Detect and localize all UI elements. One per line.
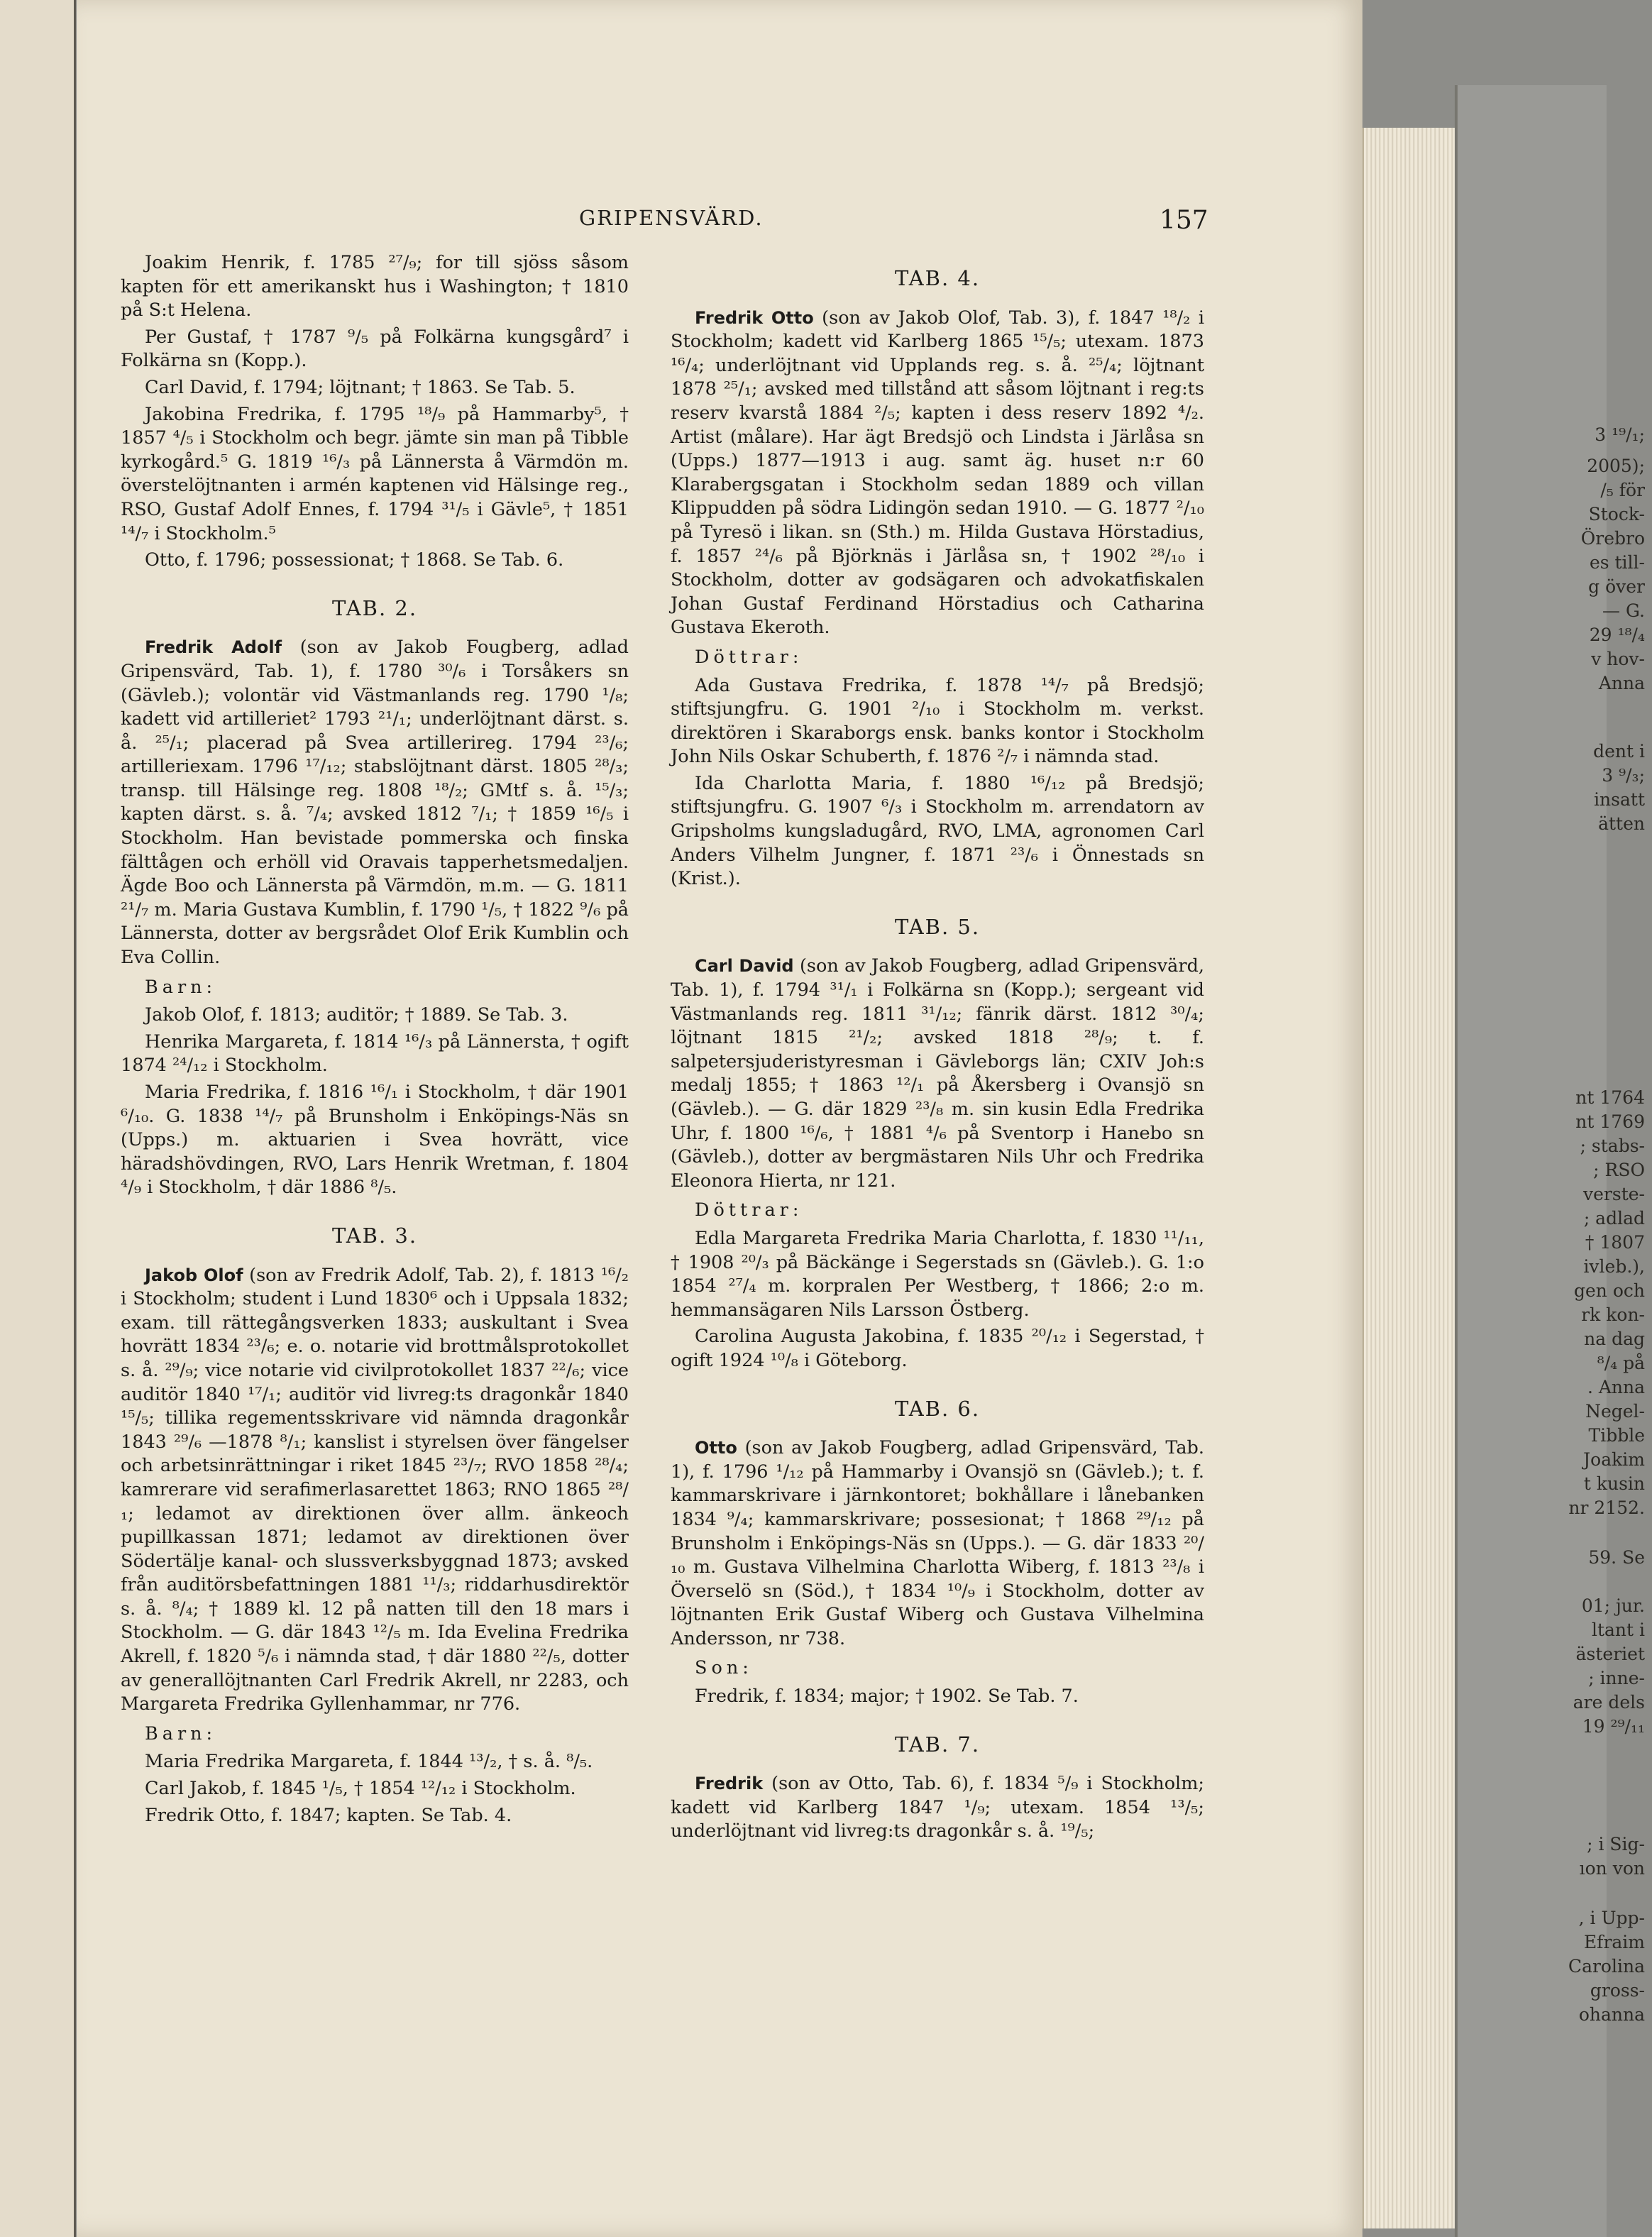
tab-3-name: Jakob Olof <box>145 1265 243 1285</box>
tab-6-body: (son av Jakob Fougberg, adlad Gripensvärd, Tab. 1), f. 1796 ¹/₁₂ på Hammarby i Ovansjö sn (Gävleb.); t. f. kammarskrivare i järnkontoret; bokhållare i lånebanken 1834 ⁹/₄; kammarskrivare; possesionat; † 1868 ²⁹/₁₂ på Brunsholm i Enköpings-Näs sn (Upps.). — G. där 1833 ²⁰/₁₀ m. Gustava Vilhelmina Charlotta Wiberg, f. 1813 ²³/₈ i Överselö sn (Söd.), † 1834 ¹⁰/₉ i Stockholm, dotter av löjtnanten Erik Gustaf Wiberg och Gustava Vilhelmina Andersson, nr 738. <box>671 1437 1204 1649</box>
facing-fragment: 59. Se <box>1588 1547 1645 1568</box>
facing-fragment: v hov- <box>1591 649 1645 669</box>
left-column <box>121 251 629 1830</box>
facing-fragment: /₅ för <box>1600 480 1645 500</box>
tab-7-heading: TAB. 7. <box>894 1732 981 1757</box>
tab-6-children-label: Son: <box>695 1657 753 1679</box>
tab-2-name: Fredrik Adolf <box>145 637 282 658</box>
facing-fragment: ltant i <box>1591 1620 1645 1640</box>
tab-3-heading: TAB. 3. <box>331 1223 418 1248</box>
entry-jakobina-fredrika: Jakobina Fredrika, f. 1795 ¹⁸/₉ på Hammarby⁵, † 1857 ⁴/₅ i Stockholm och begr. jämte sin man på Tibble kyrkogård.⁵ G. 1819 ¹⁶/₃ på Lännersta å Värmdön m. överstelöjtnanten i armén kaptenen vid Hälsinge reg., RSO, Gustaf Adolf Ennes, f. 1794 ³¹/₅ i Gävle⁵, † 1851 ¹⁴/₇ i Stockholm.⁵ <box>121 403 629 544</box>
facing-fragment: 01; jur. <box>1581 1595 1645 1616</box>
facing-fragment: ästeriet <box>1575 1644 1645 1664</box>
facing-fragment: ⁸/₄ på <box>1597 1353 1645 1373</box>
tab-7-entry <box>671 1772 1204 1844</box>
tab-4-heading: TAB. 4. <box>894 266 981 290</box>
facing-fragment: Carolina <box>1568 1956 1645 1977</box>
facing-fragment: ; inne- <box>1588 1668 1645 1688</box>
tab-3-body: (son av Fredrik Adolf, Tab. 2), f. 1813 ¹⁶/₂ i Stockholm; student i Lund 1830⁶ och i Uppsala 1832; exam. till rättegångsverken 1833; auskultant i Svea hovrätt 1834 ²³/₆; e. o. notarie vid brottmålsprotokollet s. å. ²⁹/₉; vice notarie vid civilprotokollet 1837 ²²/₆; vice auditör 1840 ¹⁷/₁; auditör vid livreg:ts dragonkår 1840 ¹⁵/₅; tillika regementsskrivare vid nämnda dragonkår 1843 ²⁹/₆ —1878 ⁸/₁; kanslist i styrelsen över fängelser och arbetsinrättningar i riket 1845 ²³/₇; RVO 1858 ²⁸/₄; kamrerare vid serafimerlasarettet 1863; RNO 1865 ²⁸/₁; ledamot av direktionen över allm. änkeoch pupillkassan 1871; ledamot av direktionen över Södertälje kanal- och slussverksbyggnad 1873; avsked från auditörsbefattningen 1881 ¹¹/₃; riddarhusdirektör s. å. ⁸/₄; † 1889 kl. 12 på natten till den 18 mars i Stockholm. — G. där 1843 ¹²/₅ m. Ida Evelina Fredrika Akrell, f. 1820 ⁵/₆ i nämnda stad, † där 1880 ²²/₅, dotter av generallöjtnanten Carl Fredrik Akrell, nr 2283, och Margareta Fredrika Gyllenhammar, nr 776. <box>121 1264 629 1715</box>
facing-fragment: Anna <box>1598 673 1645 693</box>
tab-5-children-label: Döttrar: <box>695 1199 803 1221</box>
tab-2-child: Henrika Margareta, f. 1814 ¹⁶/₃ på Lännersta, † ogift 1874 ²⁴/₁₂ i Stockholm. <box>121 1030 629 1077</box>
tab-5-heading: TAB. 5. <box>894 914 981 939</box>
entry-carl-david: Carl David, f. 1794; löjtnant; † 1863. Se Tab. 5. <box>145 376 576 398</box>
tab-3-child: Maria Fredrika Margareta, f. 1844 ¹³/₂, † s. å. ⁸/₅. <box>145 1751 593 1773</box>
facing-fragment: † 1807 <box>1585 1232 1645 1253</box>
facing-fragment: Tibble <box>1588 1425 1645 1446</box>
facing-fragment: are dels <box>1573 1692 1645 1713</box>
facing-fragment: ıon von <box>1579 1858 1645 1879</box>
tab-4-children-label: Döttrar: <box>695 646 803 668</box>
facing-fragment: ; stabs- <box>1580 1136 1645 1156</box>
tab-6-child: Fredrik, f. 1834; major; † 1902. Se Tab. 7. <box>695 1686 1079 1708</box>
facing-page-edge <box>0 0 76 2237</box>
right-column <box>671 267 1204 1847</box>
tab-2-child: Jakob Olof, f. 1813; auditör; † 1889. Se Tab. 3. <box>145 1004 568 1026</box>
facing-fragment: ; i Sig- <box>1587 1834 1645 1854</box>
facing-fragment: es till- <box>1589 552 1645 573</box>
tab-2-children-label: Barn: <box>145 976 217 998</box>
tab-4-child: Ida Charlotta Maria, f. 1880 ¹⁶/₁₂ på Bredsjö; stiftsjungfru. G. 1907 ⁶/₃ i Stockholm m. arrendatorn av Gripsholms kungsladugård, RVO, LMA, agronomen Carl Anders Vilhelm Jungner, f. 1871 ²³/₆ i Önnestads sn (Krist.). <box>671 772 1204 890</box>
facing-fragment: 3 ⁹/₃; <box>1602 765 1645 786</box>
facing-fragment: nr 2152. <box>1568 1497 1645 1518</box>
entry-otto: Otto, f. 1796; possessionat; † 1868. Se Tab. 6. <box>145 549 564 571</box>
tab-6-heading: TAB. 6. <box>894 1396 981 1421</box>
facing-fragment: nt 1769 <box>1575 1111 1645 1132</box>
facing-fragment: Efraim <box>1583 1932 1645 1952</box>
tab-3-child: Carl Jakob, f. 1845 ¹/₅, † 1854 ¹²/₁₂ i Stockholm. <box>145 1778 576 1800</box>
tab-6-name: Otto <box>695 1438 737 1458</box>
facing-fragment: — G. <box>1602 600 1645 621</box>
tab-4-entry <box>671 307 1204 640</box>
facing-fragment: ohanna <box>1578 2004 1645 2025</box>
facing-fragment: 29 ¹⁸/₄ <box>1589 625 1645 645</box>
running-head: GRIPENSVÄRD. <box>579 206 764 230</box>
tab-4-name: Fredrik Otto <box>695 307 814 328</box>
tab-3-child: Fredrik Otto, f. 1847; kapten. Se Tab. 4. <box>145 1804 512 1826</box>
facing-fragment: 19 ²⁹/₁₁ <box>1582 1716 1645 1737</box>
tab-7-body: (son av Otto, Tab. 6), f. 1834 ⁵/₉ i Stockholm; kadett vid Karlberg 1847 ¹/₉; utexam. 1854 ¹³/₅; underlöjtnant vid livreg:ts dragonkår s. å. ¹⁹/₅; <box>671 1773 1204 1842</box>
tab-4-body: (son av Jakob Olof, Tab. 3), f. 1847 ¹⁸/₂ i Stockholm; kadett vid Karlberg 1865 ¹⁵/₅; utexam. 1873 ¹⁶/₄; underlöjtnant vid Upplands reg. s. å. ²⁵/₄; löjtnant 1878 ²⁵/₁; avsked med tillstånd att såsom löjtnant i reg:ts reserv kvarstå 1884 ²/₅; kapten i dess reserv 1892 ⁴/₂. Artist (målare). Har ägt Bredsjö och Lindsta i Järlåsa sn (Upps.) 1877—1913 i aug. samt äg. huset n:r 60 Klarabergsgatan i Stockholm sedan 1889 och villan Klippudden på södra Lidingön sedan 1910. — G. 1877 ²/₁₀ på Tyresö i likan. sn (Sth.) m. Hilda Gustava Hörstadius, f. 1857 ²⁴/₆ på Björknäs i Järlåsa sn, † 1902 ²⁸/₁₀ i Stockholm, dotter av godsägaren och advokatfiskalen Johan Gustaf Ferdinand Hörstadius och Catharina Gustava Ekeroth. <box>671 307 1205 639</box>
facing-fragment: rk kon- <box>1581 1304 1645 1325</box>
tab-2-heading: TAB. 2. <box>331 595 418 620</box>
facing-fragment: Stock- <box>1588 504 1645 524</box>
tab-7-name: Fredrik <box>695 1774 764 1794</box>
tab-2-child: Maria Fredrika, f. 1816 ¹⁶/₁ i Stockholm, † där 1901 ⁶/₁₀. G. 1838 ¹⁴/₇ på Brunsholm i Enköpings-Näs sn (Upps.) m. aktuarien i Svea hovrätt, vice häradshövdingen, RVO, Lars Henrik Wretman, f. 1804 ⁴/₉ i Stockholm, † där 1886 ⁸/₅. <box>121 1082 629 1199</box>
tab-5-child: Edla Margareta Fredrika Maria Charlotta, f. 1830 ¹¹/₁₁, † 1908 ²⁰/₃ på Bäckänge i Segerstads sn (Gävleb.). G. 1:o 1854 ²⁷/₄ m. korpralen Per Westberg, † 1866; 2:o m. hemmansägaren Nils Larsson Östberg. <box>671 1227 1204 1321</box>
facing-fragment: gross- <box>1590 1980 1645 2001</box>
tab-5-entry <box>671 955 1204 1193</box>
facing-fragment: Joakim <box>1583 1449 1645 1470</box>
facing-fragment: gen och <box>1574 1280 1645 1301</box>
tab-2-body: (son av Jakob Fougberg, adlad Gripensvärd, Tab. 1), f. 1780 ³⁰/₆ i Torsåkers sn (Gävleb.); volontär vid Västmanlands reg. 1790 ¹/₈; kadett vid artilleriet² 1793 ²¹/₁; underlöjtnant därst. s. å. ²⁵/₁; placerad på Svea artillerireg. 1794 ²³/₆; artilleriexam. 1796 ¹⁷/₁₂; stabslöjtnant därst. 1805 ²⁸/₃; transp. till Hälsinge reg. 1808 ¹⁸/₂; GMtf s. å. ¹⁵/₃; kapten därst. s. å. ⁷/₄; avsked 1812 ⁷/₁; † 1859 ¹⁶/₅ i Stockholm. Han bevistade pommerska och finska fälttågen och erhöll vid Oravais tapperhetsmedaljen. Ägde Boo och Lännersta på Värmdön, m.m. — G. 1811 ²¹/₇ m. Maria Gustava Kumblin, f. 1790 ¹/₅, † 1822 ⁹/₆ på Lännersta, dotter av bergsrådet Olof Erik Kumblin och Eva Collin. <box>121 637 629 969</box>
page-number: 157 <box>1160 206 1208 235</box>
entry-per-gustaf: Per Gustaf, † 1787 ⁹/₅ på Folkärna kungsgård⁷ i Folkärna sn (Kopp.). <box>121 326 629 372</box>
page-block-edge <box>1362 128 1456 2228</box>
facing-fragment: na dag <box>1584 1329 1645 1349</box>
facing-fragment: ; adlad <box>1583 1208 1645 1229</box>
facing-fragment: Örebro <box>1580 528 1645 549</box>
facing-fragment: nt 1764 <box>1575 1087 1645 1108</box>
tab-5-body: (son av Jakob Fougberg, adlad Gripensvärd, Tab. 1), f. 1794 ³¹/₁ i Folkärna sn (Kopp.); sergeant vid Västmanlands reg. 1811 ³¹/₁₂; fänrik därst. 1812 ³⁰/₄; löjtnant 1815 ²¹/₂; avsked 1818 ²⁸/₉; t. f. salpetersjuderistyresman i Gävleborgs län; CXIV Joh:s medalj 1855; † 1863 ¹²/₁ på Åkersberg i Ovansjö sn (Gävleb.). — G. där 1829 ²³/₈ m. sin kusin Edla Fredrika Uhr, f. 1800 ¹⁶/₆, † 1881 ⁴/₆ på Sventorp i Hanebo sn (Gävleb.), dotter av bergmästaren Nils Uhr och Fredrika Eleonora Hierta, nr 121. <box>671 955 1204 1192</box>
facing-fragment: , i Upp- <box>1578 1908 1645 1928</box>
tab-5-child: Carolina Augusta Jakobina, f. 1835 ²⁰/₁₂ i Segerstad, † ogift 1924 ¹⁰/₈ i Göteborg. <box>671 1326 1204 1371</box>
facing-fragment: ; RSO <box>1593 1160 1645 1180</box>
facing-fragment: ätten <box>1598 813 1645 834</box>
facing-fragment: . Anna <box>1587 1377 1645 1397</box>
facing-fragment: Negel- <box>1585 1401 1645 1422</box>
tab-3-entry <box>121 1264 629 1717</box>
facing-fragment: ivleb.), <box>1583 1256 1645 1277</box>
facing-fragment: verste- <box>1583 1184 1645 1204</box>
facing-fragment: insatt <box>1594 789 1645 810</box>
tab-2-entry <box>121 636 629 969</box>
tab-3-children-label: Barn: <box>145 1722 217 1744</box>
entry-joakim-henrik: Joakim Henrik, f. 1785 ²⁷/₉; for till sjöss såsom kapten för ett amerikanskt hus i Washington; † 1810 på S:t Helena. <box>121 252 629 321</box>
facing-fragment: 2005); <box>1587 456 1645 476</box>
facing-fragment: dent i <box>1593 741 1645 762</box>
tab-6-entry <box>671 1436 1204 1651</box>
facing-fragment: t kusin <box>1583 1473 1645 1494</box>
tab-4-child: Ada Gustava Fredrika, f. 1878 ¹⁴/₇ på Bredsjö; stiftsjungfru. G. 1901 ²/₁₀ i Stockholm m. verkst. direktören i Skaraborgs ensk. banks kontor i Stockholm John Nils Oskar Schuberth, f. 1876 ²/₇ i nämnda stad. <box>671 674 1204 768</box>
tab-5-name: Carl David <box>695 956 794 977</box>
facing-fragment: g över <box>1588 576 1645 597</box>
facing-fragment: 3 ¹⁹/₁; <box>1595 424 1645 445</box>
